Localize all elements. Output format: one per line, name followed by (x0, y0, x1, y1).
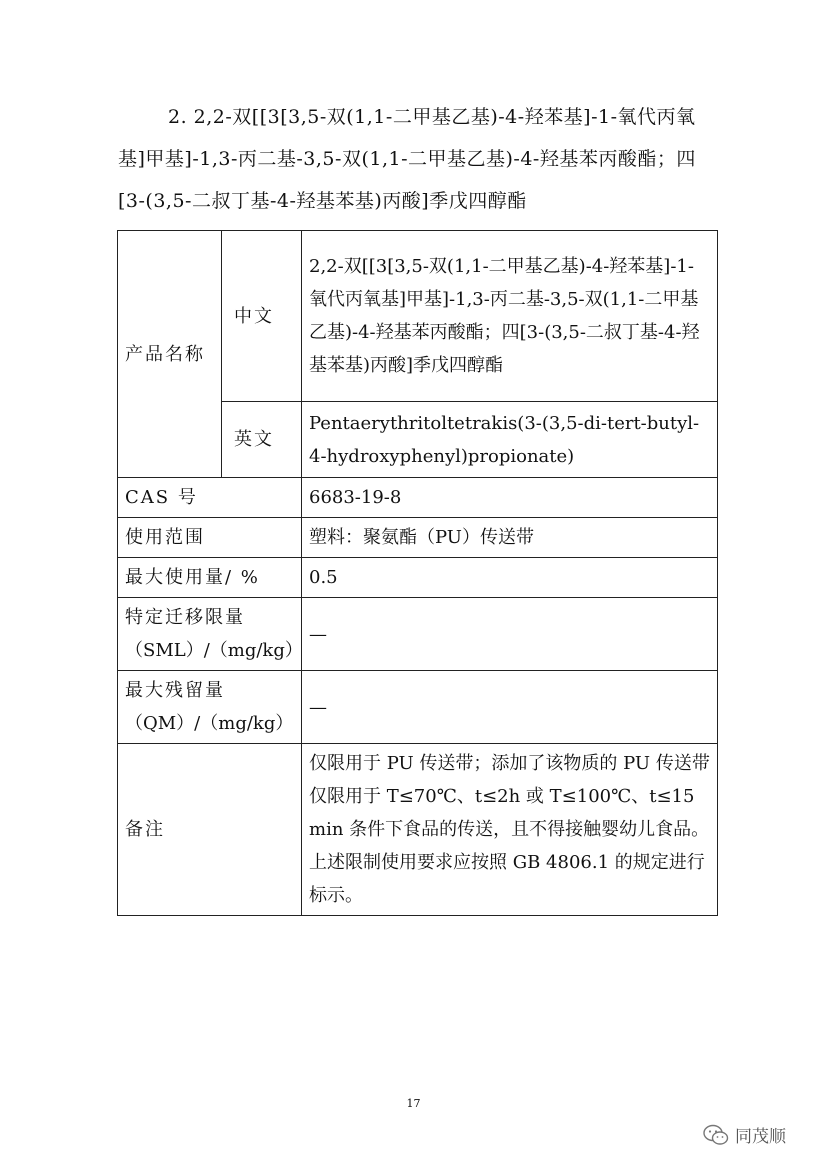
table-row-cas (118, 478, 718, 518)
sml-label-line1: 特定迁移限量 (125, 607, 245, 628)
watermark-text: 同茂顺 (735, 1127, 786, 1147)
table-row-remarks (118, 744, 718, 916)
table-row-max-usage (118, 558, 718, 598)
qm-label (118, 671, 302, 744)
table-row-scope (118, 518, 718, 558)
sml-value: — (302, 598, 718, 671)
remarks-value: 仅限用于 PU 传送带；添加了该物质的 PU 传送带仅限用于 T≤70℃、t≤2h 或 T≤100℃、t≤15 min 条件下食品的传送，且不得接触婴幼儿食品。上述限制使用要求应按照 GB 4806.1 的规定进行标示。 (302, 744, 718, 916)
table-row-qm (118, 671, 718, 744)
max-usage-label: 最大使用量/ % (118, 558, 302, 598)
qm-label-line2: （QM）/（mg/kg） (125, 713, 294, 734)
chinese-name-value: 2,2-双[[3[3,5-双(1,1-二甲基乙基)-4-羟苯基]-1-氧代丙氧基]甲基]-1,3-丙二基-3,5-双(1,1-二甲基乙基)-4-羟基苯丙酸酯；四[3-(3,5-二叔丁基-4-羟基苯基)丙酸]季戊四醇酯 (302, 231, 718, 402)
watermark (703, 1122, 786, 1147)
scope-value: 塑料：聚氨酯（PU）传送带 (302, 518, 718, 558)
english-name-value: Pentaerythritoltetrakis(3-(3,5-di-tert-butyl-4-hydroxyphenyl)propionate) (302, 402, 718, 478)
cas-value: 6683-19-8 (302, 478, 718, 518)
qm-value: — (302, 671, 718, 744)
scope-label: 使用范围 (118, 518, 302, 558)
sml-label-line2: （SML）/（mg/kg） (125, 640, 303, 661)
table-row-sml (118, 598, 718, 671)
english-label: 英文 (222, 402, 302, 478)
cas-label: CAS 号 (118, 478, 302, 518)
table-row-chinese-name (118, 231, 718, 402)
product-name-label: 产品名称 (118, 231, 222, 478)
sml-label (118, 598, 302, 671)
remarks-label: 备注 (118, 744, 302, 916)
max-usage-value: 0.5 (302, 558, 718, 598)
chinese-label: 中文 (222, 231, 302, 402)
qm-label-line1: 最大残留量 (125, 680, 225, 701)
section-heading: 2. 2,2-双[[3[3,5-双(1,1-二甲基乙基)-4-羟苯基]-1-氧代丙氧基]甲基]-1,3-丙二基-3,5-双(1,1-二甲基乙基)-4-羟基苯丙酸酯；四[3-(3,5-二叔丁基-4-羟基苯基)丙酸]季戊四醇酯 (118, 106, 696, 212)
wechat-icon (703, 1124, 729, 1146)
substance-spec-table (117, 230, 718, 916)
page-number: 17 (406, 1097, 421, 1110)
